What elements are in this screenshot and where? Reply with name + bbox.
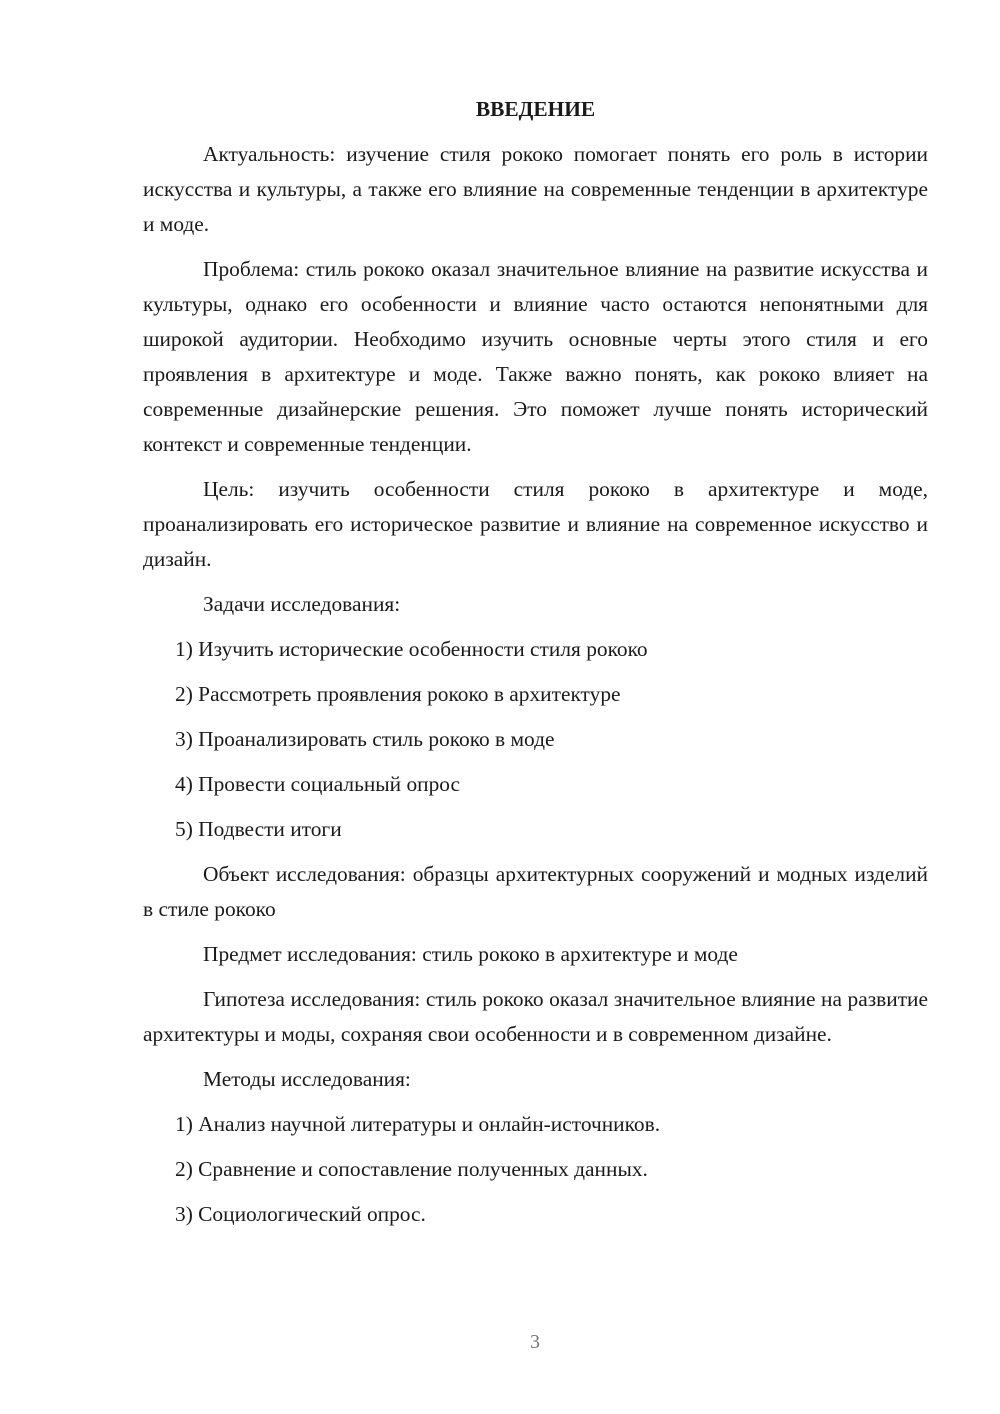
page-number: 3 bbox=[530, 1331, 540, 1353]
method-item: 1) Анализ научной литературы и онлайн-источников. bbox=[175, 1112, 661, 1136]
task-item: 5) Подвести итоги bbox=[175, 817, 342, 841]
method-item: 3) Социологический опрос. bbox=[175, 1202, 426, 1226]
subject-paragraph: Предмет исследования: стиль рококо в архитектуре и моде bbox=[203, 942, 738, 966]
goal-paragraph: Цель: изучить особенности стиля рококо в архитектуре и моде, проанализировать его историческое развитие и влияние на современное искусство и дизайн. bbox=[143, 477, 928, 571]
tasks-list bbox=[143, 632, 928, 847]
task-item: 4) Провести социальный опрос bbox=[175, 772, 461, 796]
document-page bbox=[143, 92, 928, 1242]
relevance-paragraph: Актуальность: изучение стиля рококо помогает понять его роль в истории искусства и культуры, а также его влияние на современные тенденции в архитектуре и моде. bbox=[143, 142, 928, 236]
hypothesis-paragraph: Гипотеза исследования: стиль рококо оказал значительное влияние на развитие архитектуры и моды, сохраняя свои особенности и в современном дизайне. bbox=[143, 987, 928, 1046]
problem-paragraph: Проблема: стиль рококо оказал значительное влияние на развитие искусства и культуры, однако его особенности и влияние часто остаются непонятными для широкой аудитории. Необходимо изучить основные черты этого стиля и его проявления в архитектуре и моде. Также важно понять, как рококо влияет на современные дизайнерские решения. Это поможет лучше понять исторический контекст и современные тенденции. bbox=[143, 257, 928, 456]
method-item: 2) Сравнение и сопоставление полученных данных. bbox=[175, 1157, 648, 1181]
task-item: 1) Изучить исторические особенности стиля рококо bbox=[175, 637, 648, 661]
object-paragraph: Объект исследования: образцы архитектурных сооружений и модных изделий в стиле рококо bbox=[143, 862, 928, 921]
tasks-heading: Задачи исследования: bbox=[203, 592, 401, 616]
section-title: ВВЕДЕНИЕ bbox=[475, 97, 596, 121]
methods-list bbox=[143, 1107, 928, 1232]
task-item: 3) Проанализировать стиль рококо в моде bbox=[175, 727, 555, 751]
methods-heading: Методы исследования: bbox=[203, 1067, 411, 1091]
task-item: 2) Рассмотреть проявления рококо в архитектуре bbox=[175, 682, 621, 706]
